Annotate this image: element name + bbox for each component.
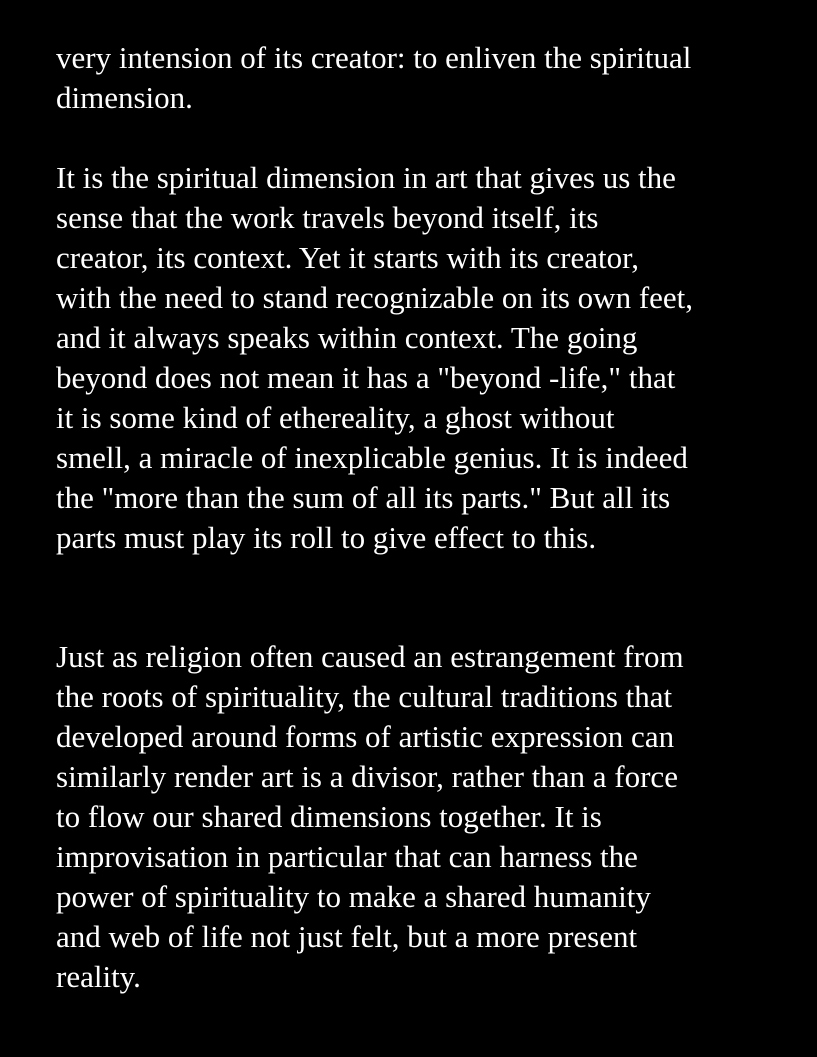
paragraph-spiritual-dimension [56,158,786,558]
text-line: sense that the work travels beyond itself, its [56,200,599,235]
text-line: creator, its context. Yet it starts with its creator, [56,240,639,275]
text-line: smell, a miracle of inexplicable genius. It is indeed [56,440,688,475]
text-line: power of spirituality to make a shared humanity [56,879,651,914]
text-line: It is the spiritual dimension in art that gives us the [56,160,676,195]
text-line: it is some kind of ethereality, a ghost without [56,400,615,435]
text-line: improvisation in particular that can harness the [56,839,638,874]
text-line: and it always speaks within context. The going [56,320,638,355]
text-line: very intension of its creator: to enliven the spiritual [56,40,692,75]
text-line: beyond does not mean it has a "beyond -life," that [56,360,676,395]
paragraph-spiritual-intent [56,38,786,118]
text-line: developed around forms of artistic expression can [56,719,675,754]
text-line: the "more than the sum of all its parts." But all its [56,480,671,515]
text-line: Just as religion often caused an estrangement from [56,639,684,674]
text-line: parts must play its roll to give effect to this. [56,520,597,555]
text-line: reality. [56,959,141,994]
text-line: the roots of spirituality, the cultural traditions that [56,679,673,714]
text-line: and web of life not just felt, but a more present [56,919,638,954]
text-line: to flow our shared dimensions together. It is [56,799,602,834]
paragraph-religion-improvisation [56,637,786,997]
text-line: dimension. [56,80,193,115]
text-line: with the need to stand recognizable on its own feet, [56,280,694,315]
text-line: similarly render art is a divisor, rather than a force [56,759,678,794]
